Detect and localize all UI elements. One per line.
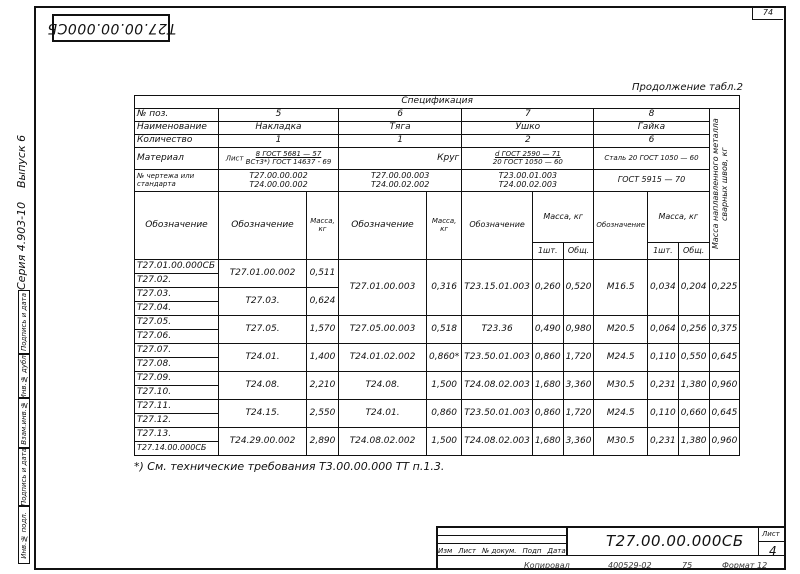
p5-designation: Т24.01. bbox=[219, 344, 307, 372]
table-row-designation: Т27.02. bbox=[135, 274, 219, 288]
p6-designation: Т27.01.00.003 bbox=[339, 260, 427, 316]
designation-header: Обозначение bbox=[135, 192, 219, 260]
p6-mass-header: Масса, кг bbox=[427, 192, 462, 260]
row-label-name: Наименование bbox=[135, 122, 219, 135]
p7-mass-unit: 0,260 bbox=[532, 260, 563, 316]
p8-designation: М30.5 bbox=[594, 428, 648, 456]
name-5: Накладка bbox=[219, 122, 339, 135]
bottom-format: Формат 12 bbox=[722, 561, 768, 570]
p5-mass: 1,400 bbox=[307, 344, 339, 372]
p5-mass: 2,550 bbox=[307, 400, 339, 428]
stamp-code: Т27.00.00.000СБ bbox=[52, 14, 170, 42]
p7-mass-total: 1,720 bbox=[563, 400, 594, 428]
material-8: Сталь 20 ГОСТ 1050 — 60 bbox=[594, 148, 709, 170]
p8-mass-unit: 0,110 bbox=[648, 344, 679, 372]
table-row-designation: Т27.14.00.000СБ bbox=[135, 442, 219, 456]
table-row-designation: Т27.03. bbox=[135, 288, 219, 302]
pos-8: 8 bbox=[594, 109, 709, 122]
drawing-5: Т27.00.00.002 Т24.00.00.002 bbox=[219, 170, 339, 192]
p7-designation: Т23.36 bbox=[462, 316, 533, 344]
p6-mass: 0,860* bbox=[427, 344, 462, 372]
p5-designation: Т27.03. bbox=[219, 288, 307, 316]
weld-mass-header: Масса наплавленного металла сварных швов, кг bbox=[709, 109, 740, 260]
bottom-page-number: 75 bbox=[682, 561, 693, 570]
material-6-prefix: Круг bbox=[339, 148, 462, 170]
p7-designation: Т23.50.01.003 bbox=[462, 400, 533, 428]
weld-mass: 0,960 bbox=[709, 428, 740, 456]
p5-designation: Т24.08. bbox=[219, 372, 307, 400]
title-block-sheet-label: Лист bbox=[762, 530, 780, 538]
side-cell-signature-date-1: Подпись и дата bbox=[18, 290, 30, 354]
drawing-8: ГОСТ 5915 — 70 bbox=[594, 170, 709, 192]
p8-mass-total: 0,660 bbox=[678, 400, 709, 428]
p7-mass-unit: 0,490 bbox=[532, 316, 563, 344]
p6-designation-header: Обозначение bbox=[339, 192, 427, 260]
weld-mass: 0,225 bbox=[709, 260, 740, 316]
p7-mass-total: 1,720 bbox=[563, 344, 594, 372]
qty-8: 6 bbox=[594, 135, 709, 148]
p5-mass: 0,511 bbox=[307, 260, 339, 288]
p6-mass: 1,500 bbox=[427, 372, 462, 400]
material-7: d ГОСТ 2590 — 71 20 ГОСТ 1050 — 60 bbox=[462, 148, 594, 170]
table-row-designation: Т27.08. bbox=[135, 358, 219, 372]
title-block-doc-code: Т27.00.00.000СБ bbox=[606, 532, 744, 550]
p5-designation: Т27.01.00.002 bbox=[219, 260, 307, 288]
footnote: *) См. технические требования Т3.00.00.000 ТТ п.1.3. bbox=[134, 460, 445, 473]
p7-designation: Т23.50.01.003 bbox=[462, 344, 533, 372]
p8-designation-header: Обозначение bbox=[594, 192, 648, 260]
p8-mass-unit: 0,064 bbox=[648, 316, 679, 344]
p7-mass-header: Масса, кг bbox=[532, 192, 594, 243]
p6-mass: 0,860 bbox=[427, 400, 462, 428]
title-block-divider bbox=[436, 555, 784, 556]
p7-mass-total: 0,520 bbox=[563, 260, 594, 316]
p8-designation: М24.5 bbox=[594, 400, 648, 428]
bottom-archive-number: 400529-02 bbox=[608, 561, 652, 570]
p5-designation-header: Обозначение bbox=[219, 192, 307, 260]
pos-7: 7 bbox=[462, 109, 594, 122]
drawing-6: Т27.00.00.003 Т24.00.02.002 bbox=[339, 170, 462, 192]
p7-designation: Т23.15.01.003 bbox=[462, 260, 533, 316]
p7-mass-unit: 1,680 bbox=[532, 372, 563, 400]
p7-total-header: Общ. bbox=[563, 243, 594, 260]
title-block-divider bbox=[436, 543, 566, 544]
p5-mass-header: Масса, кг bbox=[307, 192, 339, 260]
p6-mass: 0,316 bbox=[427, 260, 462, 316]
drawing-7: Т23.00.01.003 Т24.00.02.003 bbox=[462, 170, 594, 192]
p7-designation-header: Обозначение bbox=[462, 192, 533, 260]
table-title: Спецификация bbox=[135, 96, 740, 109]
p7-mass-unit: 1,680 bbox=[532, 428, 563, 456]
pos-6: 6 bbox=[339, 109, 462, 122]
issue-label: Выпуск 6 bbox=[15, 134, 28, 188]
p6-mass: 1,500 bbox=[427, 428, 462, 456]
table-row-designation: Т27.01.00.000СБ bbox=[135, 260, 219, 274]
p8-designation: М30.5 bbox=[594, 372, 648, 400]
p8-designation: М16.5 bbox=[594, 260, 648, 316]
material-5: Лист 8 ГОСТ 5681 — 57 ВСт3*) ГОСТ 14637 - 69 bbox=[219, 148, 339, 170]
row-label-qty: Количество bbox=[135, 135, 219, 148]
name-7: Ушко bbox=[462, 122, 594, 135]
title-block-labels: Изм Лист № докум. Подп Дата bbox=[438, 547, 566, 555]
p7-mass-total: 0,980 bbox=[563, 316, 594, 344]
side-cell-orig-inv: Инв.№ подл. bbox=[18, 506, 30, 564]
side-cell-dup-inv: Инв.№ дубл. bbox=[20, 352, 28, 400]
p8-total-header: Общ. bbox=[678, 243, 709, 260]
p8-mass-total: 0,204 bbox=[678, 260, 709, 316]
p8-mass-total: 0,256 bbox=[678, 316, 709, 344]
p7-per-unit-header: 1шт. bbox=[532, 243, 563, 260]
p8-mass-unit: 0,231 bbox=[648, 372, 679, 400]
table-row-designation: Т27.10. bbox=[135, 386, 219, 400]
p5-designation: Т24.15. bbox=[219, 400, 307, 428]
table-row-designation: Т27.05. bbox=[135, 316, 219, 330]
table-row-designation: Т27.12. bbox=[135, 414, 219, 428]
p8-mass-unit: 0,110 bbox=[648, 400, 679, 428]
p8-mass-unit: 0,034 bbox=[648, 260, 679, 316]
p6-designation: Т24.01. bbox=[339, 400, 427, 428]
p7-mass-unit: 0,860 bbox=[532, 344, 563, 372]
pos-5: 5 bbox=[219, 109, 339, 122]
p7-mass-unit: 0,860 bbox=[532, 400, 563, 428]
p5-mass: 1,570 bbox=[307, 316, 339, 344]
p8-mass-unit: 0,231 bbox=[648, 428, 679, 456]
weld-mass: 0,960 bbox=[709, 372, 740, 400]
side-cell-replace-inv: Взам.инв.№ bbox=[18, 398, 30, 448]
name-8: Гайка bbox=[594, 122, 709, 135]
p6-designation: Т24.08.02.002 bbox=[339, 428, 427, 456]
name-6: Тяга bbox=[339, 122, 462, 135]
weld-mass: 0,645 bbox=[709, 344, 740, 372]
title-block-divider bbox=[436, 535, 566, 536]
p5-mass: 2,890 bbox=[307, 428, 339, 456]
specification-table bbox=[134, 95, 740, 456]
table-row-designation: Т27.06. bbox=[135, 330, 219, 344]
p5-mass: 2,210 bbox=[307, 372, 339, 400]
table-row-designation: Т27.07. bbox=[135, 344, 219, 358]
p7-mass-total: 3,360 bbox=[563, 372, 594, 400]
p8-designation: М20.5 bbox=[594, 316, 648, 344]
weld-mass: 0,375 bbox=[709, 316, 740, 344]
p8-mass-total: 0,550 bbox=[678, 344, 709, 372]
p6-designation: Т24.01.02.002 bbox=[339, 344, 427, 372]
weld-mass: 0,645 bbox=[709, 400, 740, 428]
row-label-drawing: № чертежа или стандарта bbox=[135, 170, 219, 192]
table-row-designation: Т27.04. bbox=[135, 302, 219, 316]
series-label: Серия 4.903-10 bbox=[15, 201, 28, 290]
p8-designation: М24.5 bbox=[594, 344, 648, 372]
p6-designation: Т27.05.00.003 bbox=[339, 316, 427, 344]
p6-mass: 0,518 bbox=[427, 316, 462, 344]
title-block-sheet-number: 4 bbox=[769, 544, 777, 558]
p7-mass-total: 3,360 bbox=[563, 428, 594, 456]
p8-mass-total: 1,380 bbox=[678, 372, 709, 400]
side-cell-signature-date-2: Подпись и дата bbox=[20, 448, 28, 506]
qty-6: 1 bbox=[339, 135, 462, 148]
row-label-pos: № поз. bbox=[135, 109, 219, 122]
p5-designation: Т24.29.00.002 bbox=[219, 428, 307, 456]
p8-per-unit-header: 1шт. bbox=[648, 243, 679, 260]
continuation-label: Продолжение табл.2 bbox=[632, 82, 743, 93]
row-label-material: Материал bbox=[135, 148, 219, 170]
p7-designation: Т24.08.02.003 bbox=[462, 428, 533, 456]
corner-number: 74 bbox=[752, 6, 783, 20]
bottom-copied: Копировал bbox=[524, 561, 570, 570]
table-row-designation: Т27.09. bbox=[135, 372, 219, 386]
p6-designation: Т24.08. bbox=[339, 372, 427, 400]
title-block-divider bbox=[758, 541, 784, 542]
qty-5: 1 bbox=[219, 135, 339, 148]
qty-7: 2 bbox=[462, 135, 594, 148]
p8-mass-total: 1,380 bbox=[678, 428, 709, 456]
p5-designation: Т27.05. bbox=[219, 316, 307, 344]
p8-mass-header: Масса, кг bbox=[648, 192, 710, 243]
p7-designation: Т24.08.02.003 bbox=[462, 372, 533, 400]
table-row-designation: Т27.13. bbox=[135, 428, 219, 442]
p5-mass: 0,624 bbox=[307, 288, 339, 316]
table-row-designation: Т27.11. bbox=[135, 400, 219, 414]
title-block-divider bbox=[566, 526, 568, 556]
